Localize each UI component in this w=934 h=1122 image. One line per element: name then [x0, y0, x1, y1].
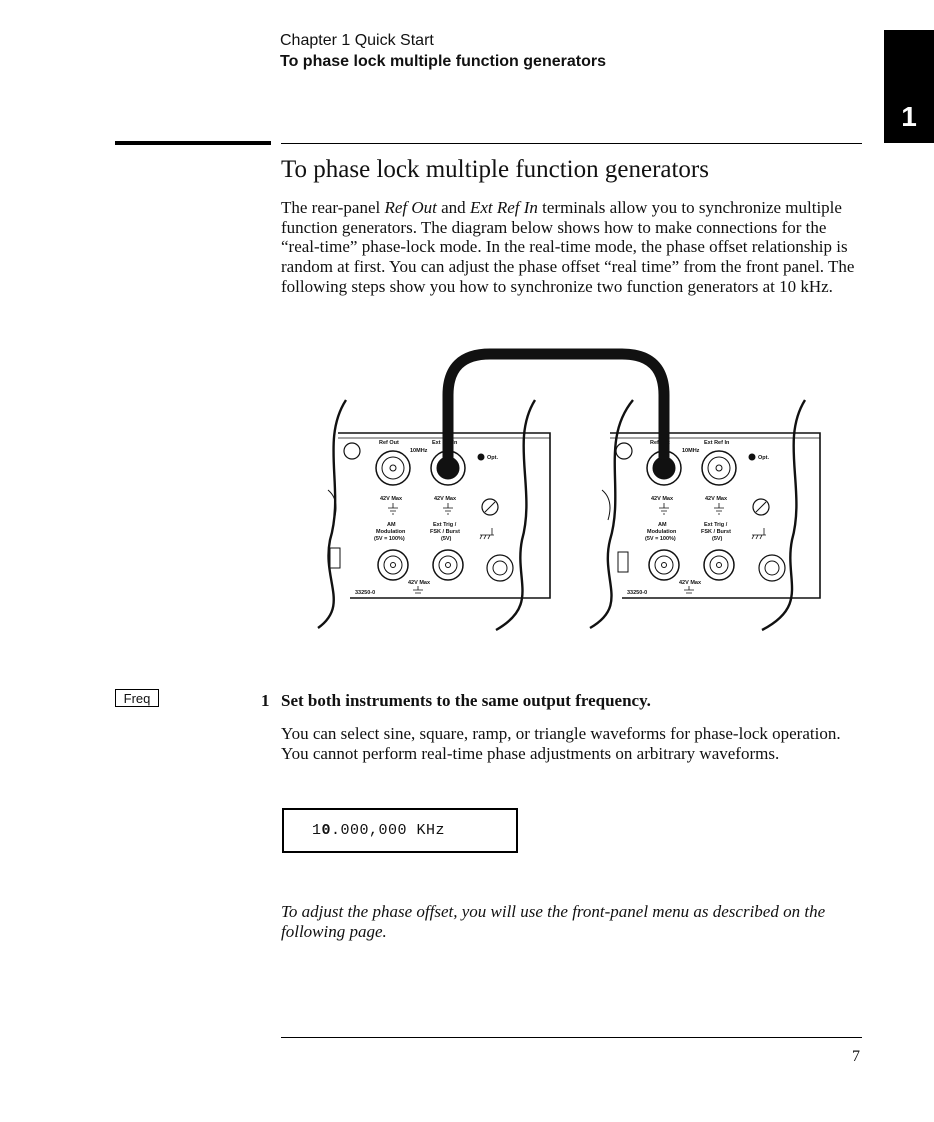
section-rule-thin — [281, 143, 862, 144]
opt-label-left: Opt. — [487, 455, 498, 461]
max-label-right-2: 42V Max — [705, 496, 728, 502]
max-label-right-3: 42V Max — [679, 580, 702, 586]
trig-label-left-3: (5V) — [441, 536, 452, 542]
am-label-left-2: Modulation — [376, 529, 406, 535]
max-label-right-1: 42V Max — [651, 496, 674, 502]
ext-ref-in-term: Ext Ref In — [469, 198, 538, 217]
trig-label-right-2: FSK / Burst — [701, 529, 731, 535]
chapter-tab-number: 1 — [901, 101, 917, 132]
am-label-right-1: AM — [658, 522, 667, 528]
ext-ref-in-label-right: Ext Ref In — [704, 440, 730, 446]
display-cursor-digit: 0 — [321, 822, 332, 839]
italic-note: To adjust the phase offset, you will use the front-panel menu as described on the following page. — [281, 902, 826, 941]
max-label-left-3: 42V Max — [408, 580, 431, 586]
serial-right: 33250-0 — [627, 590, 648, 596]
intro-paragraph: The rear-panel Ref Out and Ext Ref In terminals allow you to synchronize multiple function generators. The diagram below shows how to make connections for the “real-time” phase-lock mode. In the real-time mode, the phase offset relationship is random at first. You can adjust the phase offset “real time” from the front panel. The following steps show you how to synchronize two function generators at 10 kHz. — [281, 198, 855, 296]
ref-out-label-left: Ref Out — [379, 440, 399, 446]
ext-ref-in-bnc-right — [702, 451, 736, 485]
freq-10mhz-label-right: 10MHz — [682, 448, 700, 454]
phase-lock-connection-diagram — [300, 340, 830, 640]
instrument-left — [318, 400, 550, 630]
freq-key-label: Freq — [115, 689, 159, 707]
am-label-right-2: Modulation — [647, 529, 677, 535]
running-header-title: To phase lock multiple function generators — [280, 53, 606, 70]
trig-label-right-1: Ext Trig / — [704, 522, 728, 528]
instrument-right — [590, 400, 820, 630]
section-title: To phase lock multiple function generators — [281, 156, 709, 183]
am-label-left-1: AM — [387, 522, 396, 528]
ext-ref-in-label-left: Ext Ref In — [432, 440, 458, 446]
ref-out-term: Ref Out — [384, 198, 437, 217]
frequency-display: 10.000,000 KHz — [282, 808, 518, 853]
am-label-left-3: (5V = 100%) — [374, 536, 405, 542]
trig-label-left-2: FSK / Burst — [430, 529, 460, 535]
step-heading: Set both instruments to the same output frequency. — [281, 691, 651, 710]
am-label-right-3: (5V = 100%) — [645, 536, 676, 542]
opt-label-right: Opt. — [758, 455, 769, 461]
trig-label-right-3: (5V) — [712, 536, 723, 542]
ref-out-bnc-left — [376, 451, 410, 485]
trig-label-left-1: Ext Trig / — [433, 522, 457, 528]
ref-out-label-right: Ref Out — [650, 440, 670, 446]
section-rule-thick — [115, 141, 271, 145]
step-body: You can select sine, square, ramp, or triangle waveforms for phase-lock operation. You cannot perform real-time phase adjustments on arbitrary waveforms. — [281, 724, 841, 763]
chapter-tab — [884, 30, 934, 143]
max-label-left-1: 42V Max — [380, 496, 403, 502]
serial-left: 33250-0 — [355, 590, 376, 596]
freq-10mhz-label-left: 10MHz — [410, 448, 428, 454]
step-number: 1 — [261, 691, 270, 710]
max-label-left-2: 42V Max — [434, 496, 457, 502]
running-header-chapter: Chapter 1 Quick Start — [280, 32, 434, 49]
footer-rule — [281, 1037, 862, 1038]
page-number: 7 — [852, 1048, 860, 1065]
